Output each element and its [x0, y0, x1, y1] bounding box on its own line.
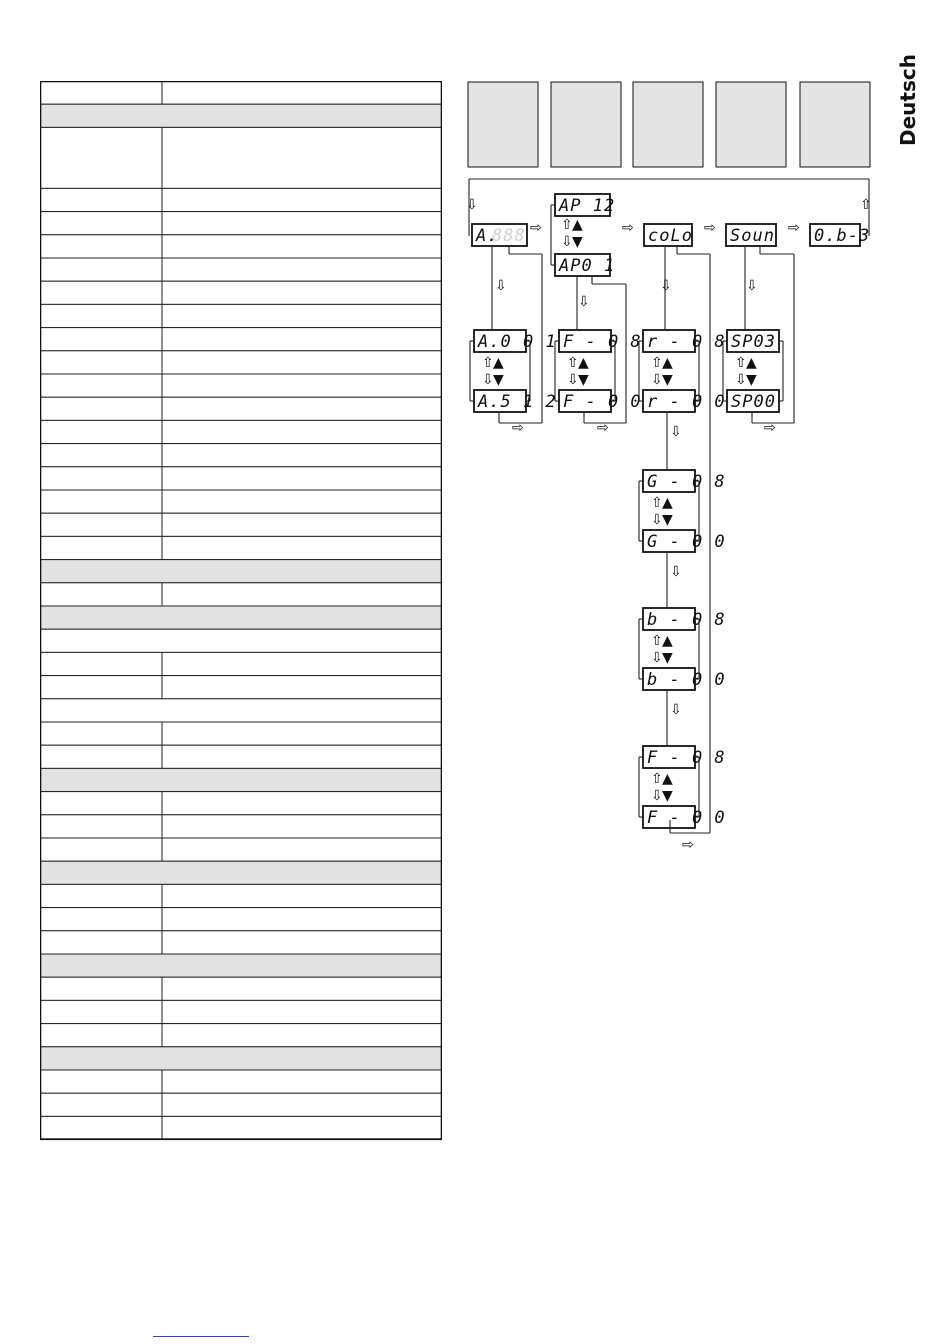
submenu-max-display	[643, 330, 726, 352]
table-row	[40, 444, 442, 467]
submenu-max-display	[643, 470, 726, 492]
address-down-arrow: ⇩	[495, 278, 507, 294]
table-row-cell	[40, 861, 442, 884]
table-row-cell	[40, 1070, 442, 1093]
display-text: A.5 1 2	[478, 392, 557, 412]
table-section-row	[40, 104, 442, 127]
table-row-cell	[40, 235, 442, 258]
table-row-cell	[40, 722, 442, 745]
output-mode-display	[810, 224, 870, 246]
table-row-cell	[40, 815, 442, 838]
table-row-cell	[40, 467, 442, 490]
arrow-right-3: ⇨	[704, 220, 716, 236]
submenu-up-arrow: ⇧	[651, 771, 663, 787]
table-row-cell	[40, 652, 442, 675]
submenu-min-display	[643, 390, 726, 412]
table-row-cell	[40, 188, 442, 211]
table-row	[40, 490, 442, 513]
table-row-cell	[40, 884, 442, 907]
table-row	[40, 127, 442, 188]
table-section-row	[40, 954, 442, 977]
language-tab-label: Deutsch	[896, 54, 920, 146]
submenu-tri-down: ▼	[662, 650, 673, 666]
submenu-down-arrow: ⇩	[567, 372, 579, 388]
table-row	[40, 745, 442, 768]
table-row-cell	[40, 1047, 442, 1070]
key-box	[633, 82, 703, 167]
table-row	[40, 652, 442, 675]
table-row-cell	[40, 374, 442, 397]
table-row	[40, 1024, 442, 1047]
submenu-down-arrow: ⇩	[651, 372, 663, 388]
display-text: r - 0 8	[647, 332, 726, 352]
table-row-cell	[40, 977, 442, 1000]
submenu-tri-up: ▲	[746, 355, 757, 371]
display-text: A.0 0 1	[478, 332, 557, 352]
address-display	[472, 224, 527, 246]
submenu-down-arrow: ⇩	[651, 788, 663, 804]
table-row	[40, 513, 442, 536]
submenu-max-display	[643, 608, 726, 630]
submenu-down-arrow: ⇩	[651, 512, 663, 528]
key-box	[800, 82, 870, 167]
submenu-tri-up: ▲	[662, 633, 673, 649]
arrow-right-2: ⇨	[622, 220, 634, 236]
table-section-row	[40, 1047, 442, 1070]
table-row	[40, 815, 442, 838]
display-text: G - 0 8	[647, 472, 726, 492]
sound-display	[726, 224, 776, 246]
color-chain-arrow-0: ⇩	[670, 424, 682, 440]
table-row	[40, 397, 442, 420]
table-row	[40, 281, 442, 304]
table-row	[40, 722, 442, 745]
table-row-cell	[40, 838, 442, 861]
table-grid	[40, 81, 442, 1141]
submenu-up-arrow: ⇧	[567, 355, 579, 371]
table-row	[40, 583, 442, 606]
table-row	[40, 931, 442, 954]
display-text: Soun	[730, 226, 775, 246]
program-tri-down: ▼	[572, 234, 583, 250]
table-row	[40, 884, 442, 907]
menu-flow-svg	[462, 78, 882, 868]
table-section-row	[40, 768, 442, 791]
table-row-cell	[40, 212, 442, 235]
table-row	[40, 351, 442, 374]
submenu-up-arrow: ⇧	[651, 355, 663, 371]
table-row	[40, 676, 442, 699]
key-box	[551, 82, 621, 167]
submenu-up-arrow: ⇧	[651, 495, 663, 511]
table-row	[40, 536, 442, 559]
submenu-max-display	[643, 746, 726, 768]
program-min-display	[555, 254, 615, 276]
submenu-tri-up: ▲	[662, 355, 673, 371]
submenu-tri-down: ▼	[662, 372, 673, 388]
table-row-cell	[40, 127, 442, 188]
table-row-cell	[40, 583, 442, 606]
submenu-min-display	[474, 390, 557, 412]
function-down-arrow: ⇩	[578, 294, 590, 310]
table-row-cell	[40, 768, 442, 791]
display-text: G - 0 0	[647, 532, 726, 552]
table-row	[40, 304, 442, 327]
submenu-down-arrow: ⇩	[651, 650, 663, 666]
table-row-cell	[40, 490, 442, 513]
table-row-cell	[40, 1093, 442, 1116]
menu-flow-diagram	[462, 78, 882, 872]
loop-down-arrow: ⇩	[466, 197, 478, 213]
table-row	[40, 1093, 442, 1116]
address-exit-arrow: ⇨	[512, 420, 524, 436]
language-tab	[893, 45, 923, 155]
display-text: F - 0 0	[647, 808, 726, 828]
color-chain-arrow-1: ⇩	[670, 564, 682, 580]
key-box	[468, 82, 538, 167]
table-row-cell	[40, 1024, 442, 1047]
submenu-max-display	[559, 330, 642, 352]
display-text: AP0 1	[559, 256, 616, 276]
submenu-tri-down: ▼	[578, 372, 589, 388]
submenu-min-display	[643, 530, 726, 552]
display-text: SP03	[731, 332, 776, 352]
table-row-cell	[40, 444, 442, 467]
table-row	[40, 629, 442, 652]
submenu-min-display	[727, 390, 779, 412]
table-row-cell	[40, 908, 442, 931]
submenu-tri-down: ▼	[746, 372, 757, 388]
display-text: AP 12	[559, 196, 616, 216]
submenu-down-arrow: ⇩	[735, 372, 747, 388]
table-row	[40, 977, 442, 1000]
submenu-down-arrow: ⇩	[482, 372, 494, 388]
table-row-cell	[40, 954, 442, 977]
table-row-cell	[40, 328, 442, 351]
display-text: coLo	[648, 226, 693, 246]
table-row	[40, 235, 442, 258]
table-row	[40, 1000, 442, 1023]
submenu-tri-down: ▼	[662, 512, 673, 528]
display-text: SP00	[731, 392, 776, 412]
table-section-row	[40, 560, 442, 583]
submenu-tri-up: ▲	[662, 495, 673, 511]
table-row	[40, 908, 442, 931]
display-text: b - 0 8	[647, 610, 726, 630]
table-row-cell	[40, 81, 442, 104]
table-row	[40, 81, 442, 104]
table-row-cell	[40, 1000, 442, 1023]
table-row	[40, 699, 442, 722]
submenu-tri-up: ▲	[578, 355, 589, 371]
table-row	[40, 374, 442, 397]
table-row	[40, 188, 442, 211]
table-row-cell	[40, 397, 442, 420]
program-down-arrow: ⇩	[561, 234, 573, 250]
table-row	[40, 212, 442, 235]
footer-link-rule	[153, 1336, 249, 1337]
table-row-cell	[40, 676, 442, 699]
table-row-cell	[40, 281, 442, 304]
display-text: 0.b-3	[814, 226, 871, 246]
table-row-cell	[40, 560, 442, 583]
table-row-cell	[40, 699, 442, 722]
sound-down-arrow: ⇩	[746, 278, 758, 294]
display-text: F - 0 8	[563, 332, 642, 352]
key-box	[716, 82, 786, 167]
submenu-tri-up: ▲	[662, 771, 673, 787]
function-exit-arrow: ⇨	[597, 420, 609, 436]
display-text: r - 0 0	[647, 392, 726, 412]
table-row	[40, 1070, 442, 1093]
color-exit-arrow: ⇨	[682, 837, 694, 853]
table-row-cell	[40, 104, 442, 127]
table-section-row	[40, 606, 442, 629]
table-row-cell	[40, 606, 442, 629]
table-row	[40, 328, 442, 351]
program-max-display	[555, 194, 615, 216]
submenu-up-arrow: ⇧	[735, 355, 747, 371]
display-text: b - 0 0	[647, 670, 726, 690]
program-tri-up: ▲	[572, 217, 583, 233]
display-text: A.	[476, 226, 499, 246]
table-row-cell	[40, 304, 442, 327]
table-row-cell	[40, 513, 442, 536]
arrow-right-4: ⇨	[788, 220, 800, 236]
display-text: F - 0 8	[647, 748, 726, 768]
table-row-cell	[40, 792, 442, 815]
display-ghost-digits: 888	[492, 226, 526, 246]
color-display	[644, 224, 693, 246]
table-row	[40, 467, 442, 490]
table-row-cell	[40, 536, 442, 559]
submenu-max-display	[727, 330, 779, 352]
table-row-cell	[40, 931, 442, 954]
submenu-tri-down: ▼	[493, 372, 504, 388]
table-row	[40, 838, 442, 861]
submenu-min-display	[643, 806, 726, 828]
table-row-cell	[40, 258, 442, 281]
submenu-min-display	[643, 668, 726, 690]
sound-exit-arrow: ⇨	[764, 420, 776, 436]
submenu-up-arrow: ⇧	[651, 633, 663, 649]
table-section-row	[40, 861, 442, 884]
loop-up-arrow: ⇧	[860, 197, 872, 213]
color-chain-arrow-2: ⇩	[670, 702, 682, 718]
table-row-cell	[40, 629, 442, 652]
submenu-max-display	[474, 330, 557, 352]
table-row-cell	[40, 1116, 442, 1139]
program-up-arrow: ⇧	[561, 217, 573, 233]
submenu-tri-up: ▲	[493, 355, 504, 371]
submenu-min-display	[559, 390, 642, 412]
table-row-cell	[40, 420, 442, 443]
table-row-cell	[40, 745, 442, 768]
display-text: F - 0 0	[563, 392, 642, 412]
table-row	[40, 1116, 442, 1139]
table-row	[40, 258, 442, 281]
color-down-arrow: ⇩	[660, 278, 672, 294]
table-row	[40, 792, 442, 815]
arrow-right-1: ⇨	[530, 220, 542, 236]
submenu-up-arrow: ⇧	[482, 355, 494, 371]
dmx-channel-table	[40, 81, 442, 1141]
table-row-cell	[40, 351, 442, 374]
submenu-tri-down: ▼	[662, 788, 673, 804]
table-row	[40, 420, 442, 443]
